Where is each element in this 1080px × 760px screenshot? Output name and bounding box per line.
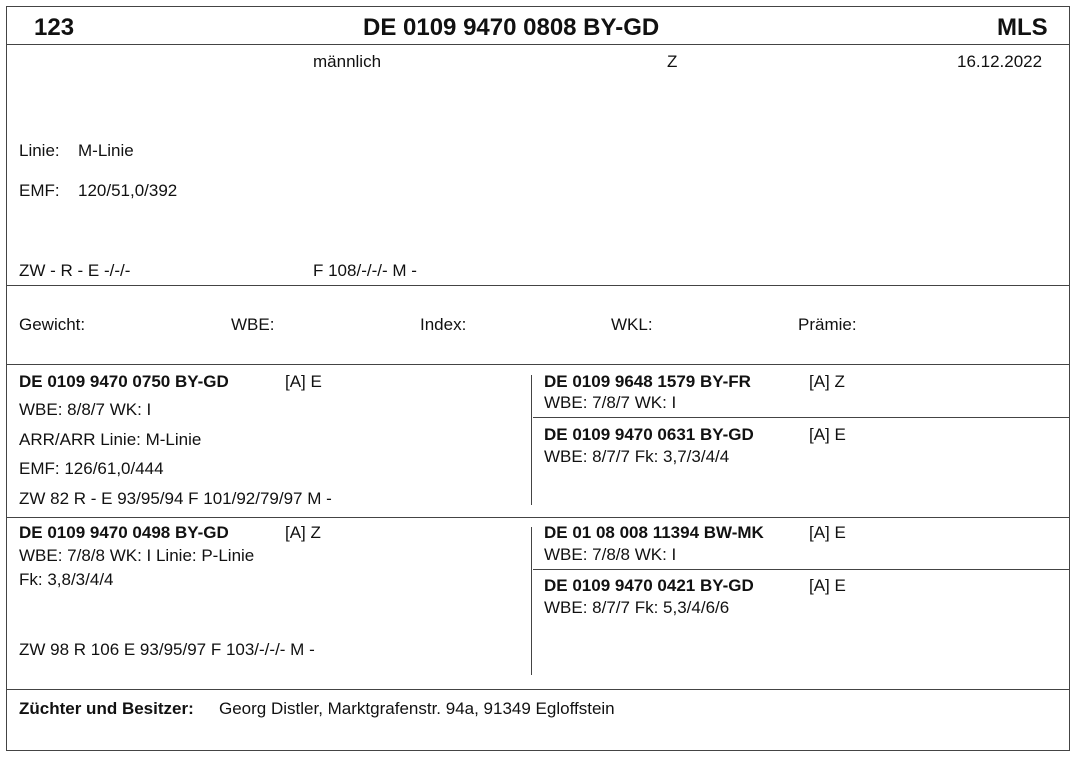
f-values: F 108/-/-/- M -: [313, 261, 417, 280]
dam-dam-tag: [A] E: [809, 576, 846, 595]
dam-zw: ZW 98 R 106 E 93/95/97 F 103/-/-/- M -: [19, 640, 315, 659]
dam-sire-tag: [A] E: [809, 523, 846, 542]
dam-sire-id: DE 01 08 008 11394 BW-MK: [544, 523, 764, 542]
dam-column-divider: [531, 527, 532, 675]
animal-id: DE 0109 9470 0808 BY-GD: [363, 14, 660, 41]
zw-values: ZW - R - E -/-/-: [19, 261, 131, 280]
emf-value: 120/51,0/392: [78, 181, 178, 200]
sire-wbe: WBE: 8/8/7 WK: I: [19, 400, 152, 419]
catalog-number: 123: [34, 14, 75, 41]
premium-label: Prämie:: [798, 315, 857, 334]
line-label: Linie:: [19, 141, 60, 160]
breeder-label: Züchter und Besitzer:: [19, 699, 194, 718]
header-divider: [7, 44, 1069, 45]
sire-dam-wbe: WBE: 8/7/7 Fk: 3,7/3/4/4: [544, 447, 730, 466]
emf-label: EMF:: [19, 181, 60, 200]
sire-sire-tag: [A] Z: [809, 372, 845, 391]
dam-fk: Fk: 3,8/3/4/4: [19, 570, 114, 589]
sire-dam-id: DE 0109 9470 0631 BY-GD: [544, 425, 754, 444]
sire-line: ARR/ARR Linie: M-Linie: [19, 430, 202, 449]
date-value: 16.12.2022: [957, 52, 1043, 71]
sire-dam-tag: [A] E: [809, 425, 846, 444]
index-label: Index:: [420, 315, 467, 334]
sire-parents-divider: [533, 417, 1069, 418]
sire-tag: [A] E: [285, 372, 322, 391]
dam-wbe: WBE: 7/8/8 WK: I Linie: P-Linie: [19, 546, 255, 565]
evaluation-divider: [7, 364, 1069, 365]
sire-sire-wbe: WBE: 7/8/7 WK: I: [544, 393, 677, 412]
pedigree-card: [6, 6, 1070, 751]
dam-sire-wbe: WBE: 7/8/8 WK: I: [544, 545, 677, 564]
weight-label: Gewicht:: [19, 315, 86, 334]
sex-value: männlich: [313, 52, 382, 71]
sire-id: DE 0109 9470 0750 BY-GD: [19, 372, 229, 391]
sire-sire-id: DE 0109 9648 1579 BY-FR: [544, 372, 751, 391]
parents-divider: [7, 517, 1069, 518]
breeder-value: Georg Distler, Marktgrafenstr. 94a, 91349 Egloffstein: [219, 699, 615, 718]
breeder-divider: [7, 689, 1069, 690]
info-divider: [7, 285, 1069, 286]
dam-tag: [A] Z: [285, 523, 321, 542]
dam-dam-wbe: WBE: 8/7/7 Fk: 5,3/4/6/6: [544, 598, 730, 617]
line-value: M-Linie: [78, 141, 134, 160]
sire-zw: ZW 82 R - E 93/95/94 F 101/92/79/97 M -: [19, 489, 332, 508]
sire-emf: EMF: 126/61,0/444: [19, 459, 164, 478]
status-value: Z: [667, 52, 678, 71]
dam-dam-id: DE 0109 9470 0421 BY-GD: [544, 576, 754, 595]
dam-id: DE 0109 9470 0498 BY-GD: [19, 523, 229, 542]
dam-parents-divider: [533, 569, 1069, 570]
breed-code: MLS: [997, 14, 1048, 41]
sire-column-divider: [531, 375, 532, 505]
wkl-label: WKL:: [611, 315, 653, 334]
wbe-label: WBE:: [231, 315, 275, 334]
